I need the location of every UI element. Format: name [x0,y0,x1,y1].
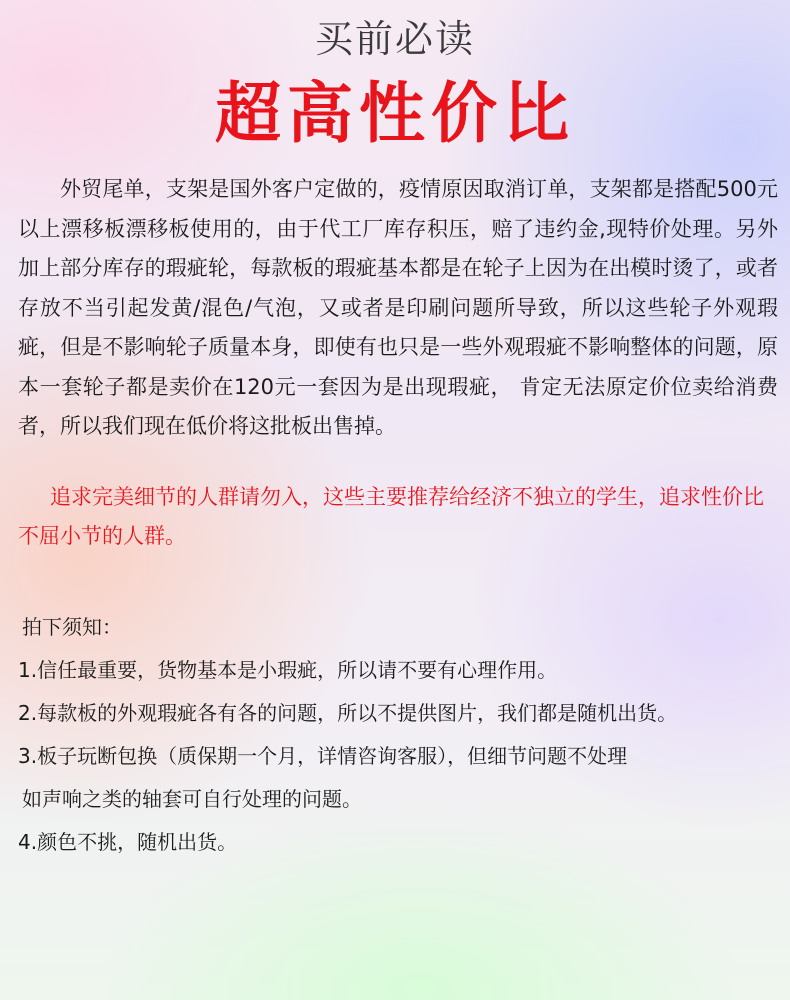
pre-title: 买前必读 [314,17,475,61]
note-item-3-continued: 如声响之类的轴套可自行处理的问题。 [22,786,362,811]
warning-paragraph: 追求完美细节的人群请勿入，这些主要推荐给经济不独立的学生，追求性价比不屈小节的人群。 [18,484,764,548]
content [18,170,778,864]
main-title: 超高性价比 [215,75,575,152]
intro-paragraph: 外贸尾单，支架是国外客户定做的，疫情原因取消订单，支架都是搭配500元以上漂移板漂移板使用的，由于代工厂库存积压，赔了违约金,现特价处理。另外加上部分库存的瑕疵轮，每款板的瑕疵基本都是在轮子上因为在出模时烫了，或者存放不当引起发黄/混色/气泡，又或者是印刷问题所导致，所以这些轮子外观瑕疵，但是不影响轮子质量本身，即使有也只是一些外观瑕疵不影响整体的问题，原本一套轮子都是卖价在120元一套因为是出现瑕疵， 肯定无法原定价位卖给消费者，所以我们现在低价将这批板出售掉。 [18,177,778,438]
purchase-notes [18,606,778,864]
note-item-4: 4.颜色不挑，随机出货。 [18,829,238,854]
note-item-3: 3.板子玩断包换（质保期一个月，详情咨询客服），但细节问题不处理 [18,743,628,768]
notes-heading: 拍下须知： [22,614,122,639]
note-item-2: 2.每款板的外观瑕疵各有各的问题，所以不提供图片，我们都是随机出货。 [18,700,678,725]
note-item-1: 1.信任最重要，货物基本是小瑕疵，所以请不要有心理作用。 [18,657,558,682]
